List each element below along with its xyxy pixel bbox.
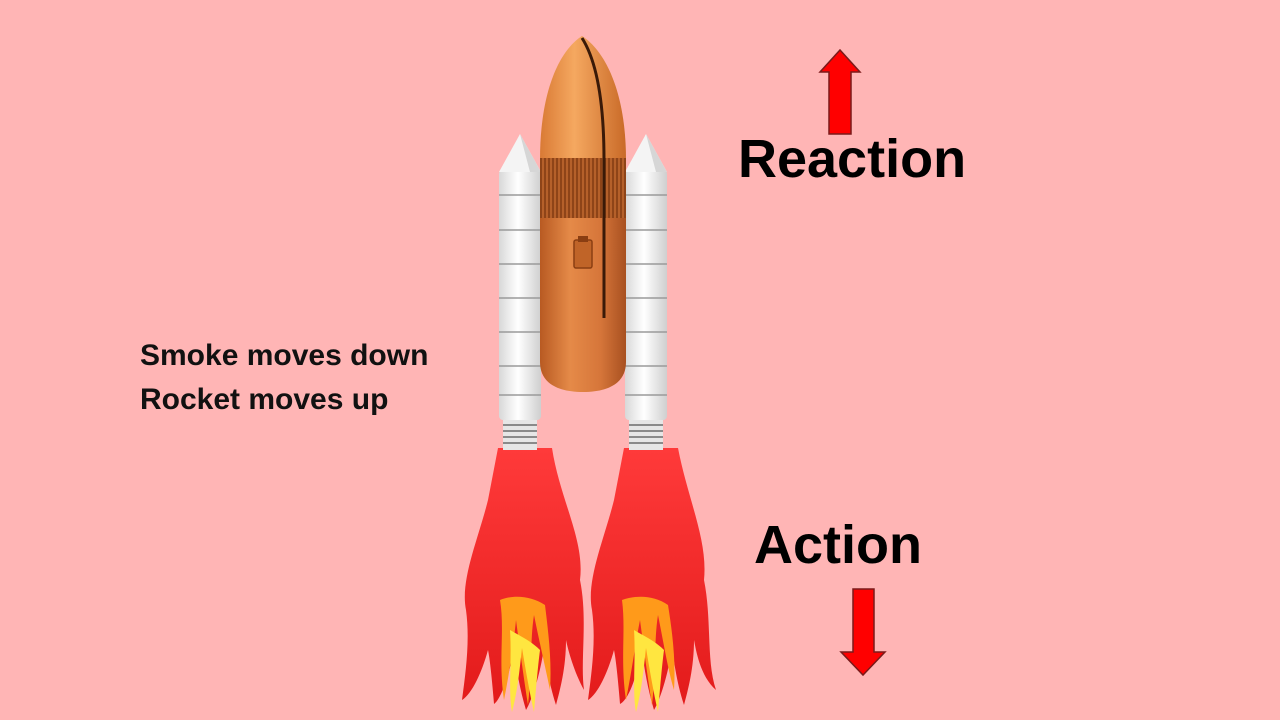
- reaction-label: Reaction: [738, 129, 967, 189]
- caption-line-smoke: Smoke moves down: [140, 339, 429, 372]
- external-tank: [540, 36, 626, 392]
- caption: [140, 334, 428, 422]
- right-booster: [625, 134, 667, 450]
- caption-line-rocket: Rocket moves up: [140, 383, 389, 416]
- left-booster: [499, 134, 541, 450]
- action-label: Action: [754, 515, 922, 575]
